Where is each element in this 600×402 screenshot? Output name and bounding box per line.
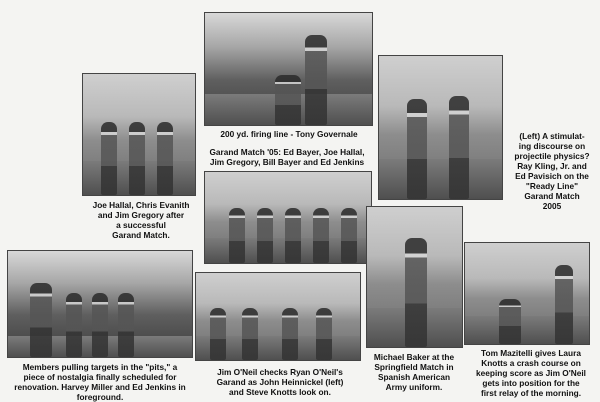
caption-michael-baker: Michael Baker at the Springfield Match in Spanish American Army uniform.: [373, 352, 455, 392]
caption-ready-line-discourse: (Left) A stimulat- ing discourse on projectile physics? Ray Kling, Jr. and Ed Pavisich on the "Ready Line" Garand Match 2005: [514, 131, 590, 211]
photo-after-match: [82, 73, 196, 196]
caption-pits: Members pulling targets in the "pits," a piece of nostalgia finally scheduled for renovation. Harvey Miller and Ed Jenkins in foreground.: [14, 362, 186, 402]
photo-firing-line: [204, 12, 373, 126]
photo-springfield-match: [366, 206, 463, 348]
photo-oneil-check: [195, 272, 361, 361]
caption-garand-match-05: Garand Match '05: Ed Bayer, Joe Hallal, Jim Gregory, Bill Bayer and Ed Jenkins: [209, 147, 365, 167]
caption-oneil-check: Jim O'Neil checks Ryan O'Neil's Garand as John Heinnickel (left) and Steve Knotts look on.: [216, 367, 344, 397]
photo-garand-match-05: [204, 171, 372, 264]
photo-pits: [7, 250, 193, 358]
photo-scoring: [464, 242, 590, 345]
photo-ready-line: [378, 55, 503, 200]
caption-mazitelli-scoring: Tom Mazitelli gives Laura Knotts a crash course on keeping score as Jim O'Neil gets into position for the first relay of the morning.: [476, 348, 586, 398]
caption-after-match: Joe Hallal, Chris Evanith and Jim Gregory after a successful Garand Match.: [92, 200, 190, 240]
caption-firing-line: 200 yd. firing line - Tony Governale: [220, 129, 358, 139]
